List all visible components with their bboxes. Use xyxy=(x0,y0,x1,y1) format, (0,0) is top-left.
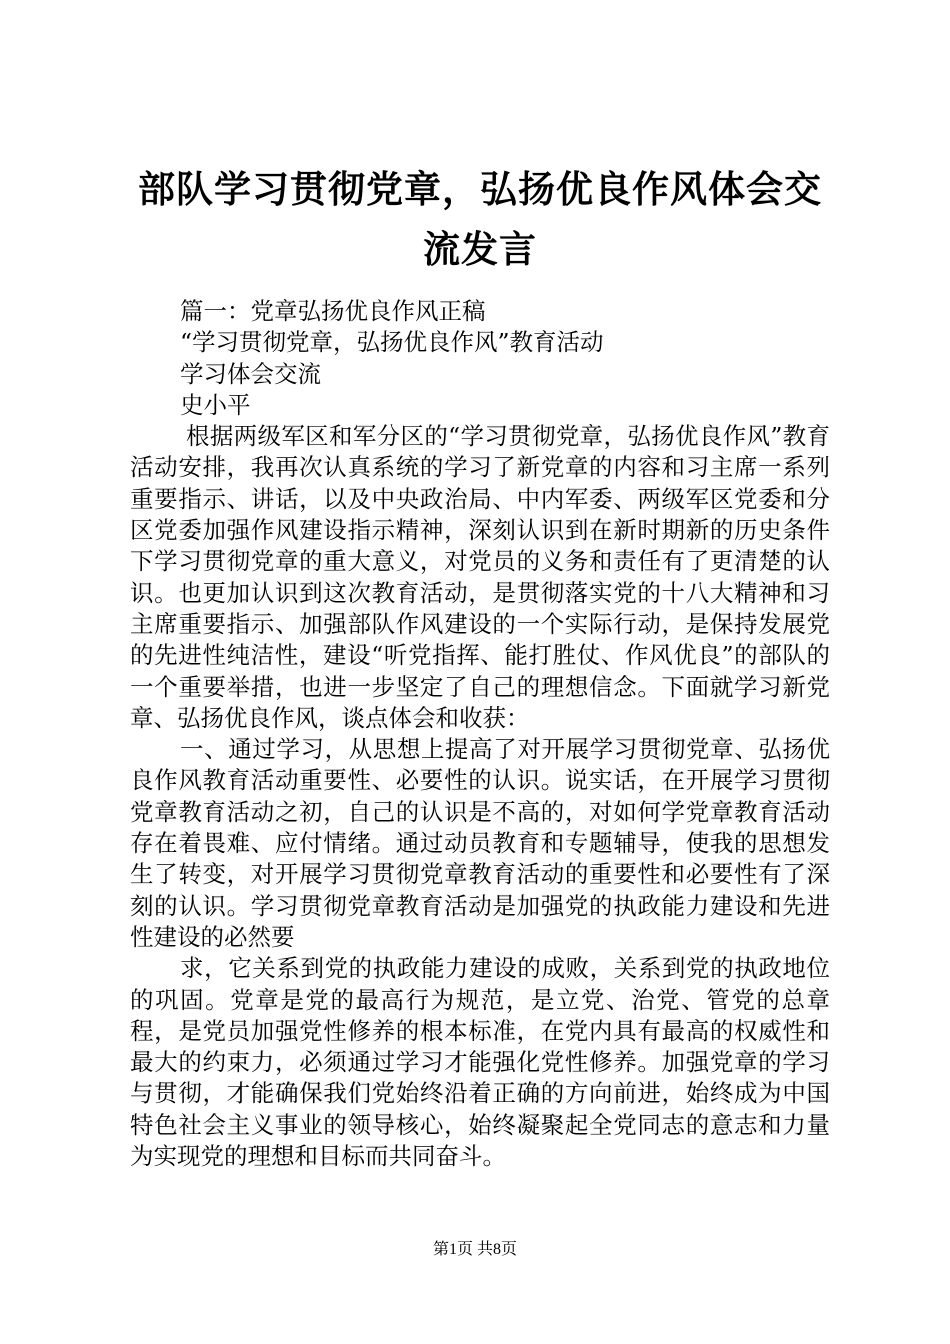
author-name: 史小平 xyxy=(180,390,251,419)
paragraph: 求，它关系到党的执政能力建设的成败，关系到党的执政地位的巩固。党章是党的最高行为规范，是立党、治党、管党的总章程，是党员加强党性修养的根本标准，在党内具有最高的权威性和最大的约束力，必须通过学习才能强化党性修养。加强党章的学习与贯彻，才能确保我们党始终沿着正确的方向前进，始终成为中国特色社会主义事业的领导核心，始终凝聚起全党同志的意志和力量为实现党的理想和目标而共同奋斗。 xyxy=(130,954,830,1171)
activity-subtitle: 学习体会交流 xyxy=(180,359,321,388)
document-title: 部队学习贯彻党章，弘扬优良作风体会交流发言 xyxy=(138,168,822,271)
paragraph: 一、通过学习，从思想上提高了对开展学习贯彻党章、弘扬优良作风教育活动重要性、必要性的认识。说实话，在开展学习贯彻党章教育活动之初，自己的认识是不高的，对如何学党章教育活动存在着畏难、应付情绪。通过动员教育和专题辅导，使我的思想发生了转变，对开展学习贯彻党章教育活动的重要性和必要性有了深刻的认识。学习贯彻党章教育活动是加强党的执政能力建设和先进性建设的必然要 xyxy=(130,735,830,951)
page-footer: 第1页 共8页 xyxy=(432,1241,517,1258)
activity-title: “学习贯彻党章，弘扬优良作风”教育活动 xyxy=(180,328,604,357)
document-body xyxy=(130,296,830,1172)
section-heading: 篇一：党章弘扬优良作风正稿 xyxy=(180,297,486,325)
paragraph: 根据两级军区和军分区的“学习贯彻党章，弘扬优良作风”教育活动安排，我再次认真系统的学习了新党章的内容和习主席一系列重要指示、讲话，以及中央政治局、中内军委、两级军区党委和分区党委加强作风建设指示精神，深刻认识到在新时期新的历史条件下学习贯彻党章的重大意义，对党员的义务和责任有了更清楚的认识。也更加认识到这次教育活动，是贯彻落实党的十八大精神和习主席重要指示、加强部队作风建设的一个实际行动，是保持发展党的先进性纯洁性，建设“听党指挥、能打胜仗、作风优良”的部队的一个重要举措，也进一步坚定了自己的理想信念。下面就学习新党章、弘扬优良作风，谈点体会和收获： xyxy=(130,422,830,732)
